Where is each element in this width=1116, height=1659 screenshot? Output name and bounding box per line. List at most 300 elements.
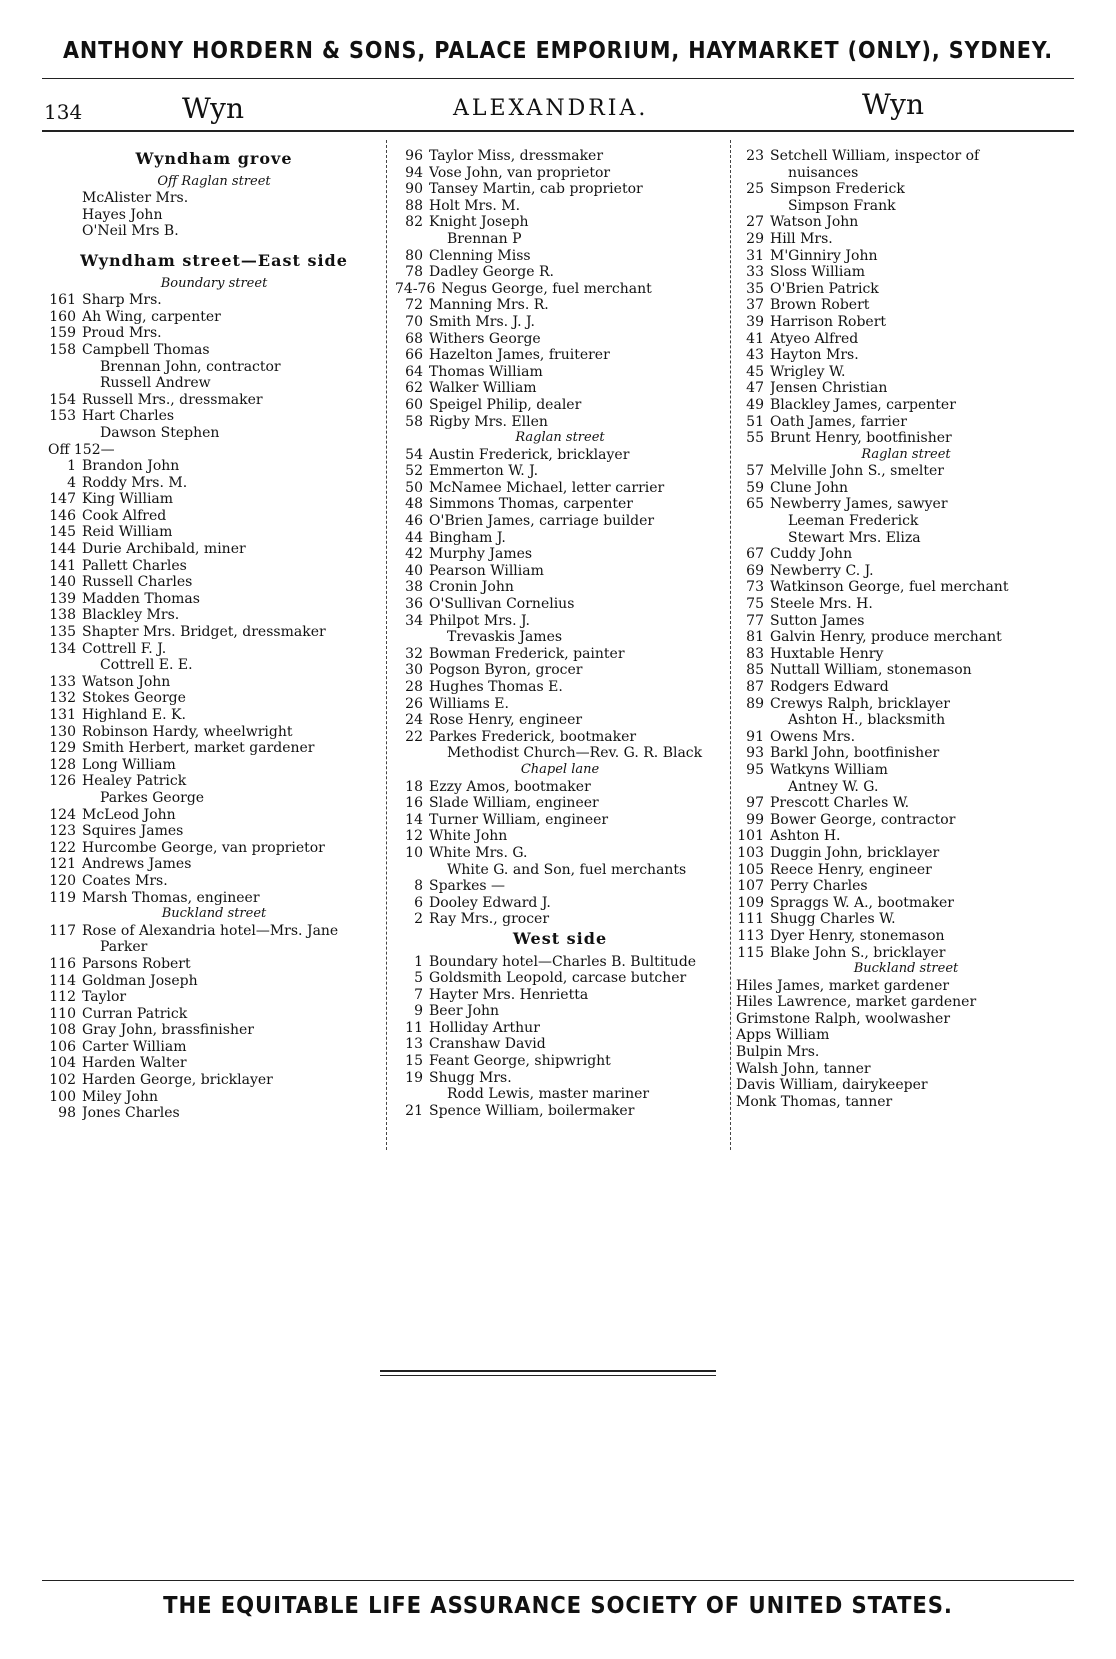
directory-entry	[736, 214, 1076, 231]
directory-entry	[395, 696, 725, 713]
resident-name: Watkyns William	[770, 761, 888, 778]
house-number: 34	[405, 612, 423, 629]
resident-name: Huxtable Henry	[770, 645, 884, 662]
resident-name: Gray John, brassfinisher	[82, 1022, 254, 1039]
house-number: 19	[405, 1069, 423, 1086]
directory-entry	[395, 1070, 725, 1087]
house-number: 24	[405, 712, 423, 729]
house-number: 153	[49, 408, 76, 425]
resident-name: Williams E.	[429, 695, 509, 712]
house-number: 31	[746, 247, 764, 264]
resident-name: Cook Alfred	[82, 507, 167, 524]
house-number: 7	[414, 986, 423, 1003]
resident-name: Bower George, contractor	[770, 811, 956, 828]
resident-name: Brandon John	[82, 458, 180, 475]
resident-name: Dadley George R.	[429, 264, 554, 281]
house-number: 16	[405, 795, 423, 812]
resident-name: Grimstone Ralph, woolwasher	[736, 1010, 951, 1027]
directory-entry	[395, 546, 725, 563]
directory-entry	[48, 1089, 380, 1106]
cross-street-label: Buckland street	[853, 961, 959, 977]
house-number: 80	[405, 247, 423, 264]
directory-entry	[736, 181, 1076, 198]
resident-name: Melville John S., smelter	[770, 463, 944, 480]
house-number: 116	[49, 955, 76, 972]
directory-entry	[736, 895, 1076, 912]
house-number	[395, 1086, 429, 1103]
directory-column-3	[736, 148, 1076, 1110]
directory-entry	[48, 190, 380, 207]
directory-entry	[48, 674, 380, 691]
house-number	[395, 862, 429, 879]
resident-name: Harden Walter	[82, 1055, 187, 1072]
resident-name: Antney W. G.	[788, 778, 879, 795]
directory-entry	[48, 989, 380, 1006]
directory-entry	[395, 970, 725, 987]
directory-entry	[736, 563, 1076, 580]
directory-entry	[48, 309, 380, 326]
directory-entry	[736, 812, 1076, 829]
directory-entry	[48, 973, 380, 990]
directory-entry	[395, 447, 725, 464]
house-number: 138	[49, 607, 76, 624]
resident-name: McNamee Michael, letter carrier	[429, 479, 665, 496]
resident-name: Cottrell F. J.	[82, 640, 167, 657]
directory-entry	[48, 591, 380, 608]
resident-name: Austin Frederick, bricklayer	[429, 446, 630, 463]
house-number: 105	[737, 861, 764, 878]
resident-name: Knight Joseph	[429, 214, 529, 231]
resident-name: Brennan P	[447, 230, 522, 247]
house-number: 1	[414, 953, 423, 970]
directory-entry	[48, 1022, 380, 1039]
house-number: 108	[49, 1022, 76, 1039]
house-number: 122	[49, 839, 76, 856]
directory-entry	[395, 729, 725, 746]
resident-name: Brunt Henry, bootfinisher	[770, 430, 952, 447]
street-heading: West side	[512, 928, 608, 948]
house-number: 109	[737, 894, 764, 911]
resident-name: Rodgers Edward	[770, 679, 889, 695]
house-number: 58	[405, 413, 423, 430]
resident-name: Steele Mrs. H.	[770, 596, 873, 613]
house-number: 21	[405, 1102, 423, 1119]
resident-name: M'Ginniry John	[770, 247, 878, 264]
resident-name: Smith Herbert, market gardener	[82, 740, 315, 757]
directory-entry	[736, 679, 1076, 696]
resident-name: Newberry James, sawyer	[770, 496, 948, 513]
house-number: 82	[405, 214, 423, 231]
resident-name: Vose John, van proprietor	[429, 164, 611, 181]
resident-name: Bingham J.	[429, 529, 506, 546]
house-number: 158	[49, 341, 76, 358]
house-number: 130	[49, 723, 76, 740]
house-number: 62	[405, 380, 423, 397]
house-number: 65	[746, 496, 764, 513]
resident-name: Parkes Frederick, bootmaker	[429, 728, 637, 745]
house-number: 36	[405, 596, 423, 613]
house-number: Off 152—	[48, 441, 115, 458]
directory-entry	[736, 745, 1076, 762]
resident-name: Murphy James	[429, 546, 533, 563]
directory-entry	[736, 148, 1076, 165]
house-number: 119	[49, 889, 76, 906]
resident-name: Brown Robert	[770, 297, 870, 314]
resident-name: Blackley Mrs.	[82, 607, 180, 624]
resident-name: Sharp Mrs.	[82, 292, 162, 309]
house-number: 123	[49, 823, 76, 840]
house-number: 44	[405, 529, 423, 546]
resident-name: Stokes George	[82, 690, 186, 707]
resident-name: Pearson William	[429, 562, 544, 579]
directory-entry	[736, 1077, 1076, 1094]
column-divider	[730, 140, 731, 1150]
resident-name: Watson John	[770, 214, 859, 231]
directory-entry	[395, 198, 725, 215]
resident-name: Rodd Lewis, master mariner	[447, 1086, 650, 1103]
house-number: 98	[58, 1105, 76, 1122]
directory-entry-continuation	[48, 359, 380, 376]
resident-name: Owens Mrs.	[770, 728, 856, 745]
resident-name: Manning Mrs. R.	[429, 297, 549, 314]
house-number	[48, 359, 82, 376]
house-number	[736, 779, 770, 796]
directory-entry	[736, 414, 1076, 431]
house-number: 139	[49, 590, 76, 607]
directory-entry	[736, 945, 1076, 962]
resident-name: Oath James, farrier	[770, 413, 907, 430]
house-number: 93	[746, 745, 764, 762]
running-title: ALEXANDRIA.	[453, 96, 649, 121]
header-rule	[42, 78, 1074, 79]
house-number: 55	[746, 430, 764, 447]
house-number: 28	[405, 679, 423, 695]
resident-name: Holt Mrs. M.	[429, 197, 521, 214]
house-number: 97	[746, 795, 764, 812]
directory-entry	[736, 911, 1076, 928]
directory-entry	[736, 596, 1076, 613]
resident-name: Robinson Hardy, wheelwright	[82, 723, 293, 740]
resident-name: Monk Thomas, tanner	[736, 1093, 893, 1110]
house-number: 101	[737, 828, 764, 845]
resident-name: Hughes Thomas E.	[429, 679, 563, 695]
resident-name: Squires James	[82, 823, 184, 840]
resident-name: McLeod John	[82, 806, 176, 823]
house-number: 12	[405, 828, 423, 845]
resident-name: Hiles Lawrence, market gardener	[736, 994, 977, 1011]
resident-name: Ray Mrs., grocer	[429, 911, 550, 928]
resident-name: Emmerton W. J.	[429, 463, 539, 480]
resident-name: Stewart Mrs. Eliza	[788, 529, 921, 546]
directory-entry	[395, 248, 725, 265]
house-number: 1	[67, 458, 76, 475]
resident-name: Hayes John	[82, 206, 163, 223]
resident-name	[121, 442, 380, 459]
resident-name: Harden George, bricklayer	[82, 1072, 273, 1089]
directory-entry	[736, 845, 1076, 862]
directory-entry	[395, 264, 725, 281]
directory-entry	[736, 397, 1076, 414]
house-number: 128	[49, 756, 76, 773]
house-number: 4	[67, 474, 76, 491]
directory-entry	[736, 463, 1076, 480]
house-number: 87	[746, 679, 764, 695]
directory-entry-continuation	[736, 513, 1076, 530]
resident-name: Russell Andrew	[100, 375, 211, 392]
resident-name: Marsh Thomas, engineer	[82, 889, 260, 906]
resident-name: Beer John	[429, 1003, 500, 1020]
directory-entry-continuation	[395, 862, 725, 879]
resident-name: Durie Archibald, miner	[82, 541, 246, 558]
resident-name: McAlister Mrs.	[82, 190, 189, 207]
house-number: 160	[49, 308, 76, 325]
resident-name: Boundary hotel—Charles B. Bultitude	[429, 953, 697, 970]
directory-entry	[736, 1027, 1076, 1044]
house-number: 100	[49, 1088, 76, 1105]
house-number: 114	[49, 972, 76, 989]
house-number: 30	[405, 662, 423, 679]
directory-entry-continuation	[736, 712, 1076, 729]
house-number: 107	[737, 878, 764, 895]
directory-entry	[395, 397, 725, 414]
house-number: 57	[746, 463, 764, 480]
house-number	[48, 207, 82, 224]
resident-name: Healey Patrick	[82, 773, 187, 790]
house-number: 13	[405, 1036, 423, 1053]
section-end-double-rule	[380, 1375, 716, 1376]
resident-name: Simmons Thomas, carpenter	[429, 496, 633, 513]
directory-entry	[395, 795, 725, 812]
directory-entry	[395, 828, 725, 845]
directory-entry	[736, 729, 1076, 746]
house-number: 81	[746, 629, 764, 646]
spacer	[48, 240, 380, 250]
house-number: 37	[746, 297, 764, 314]
resident-name: nuisances	[788, 164, 859, 181]
house-number: 141	[49, 557, 76, 574]
directory-entry	[395, 414, 725, 431]
directory-entry	[395, 463, 725, 480]
house-number: 59	[746, 479, 764, 496]
footer-advertisement: THE EQUITABLE LIFE ASSURANCE SOCIETY OF UNITED STATES.	[163, 1593, 953, 1619]
resident-name: Jones Charles	[82, 1105, 180, 1122]
directory-entry	[736, 629, 1076, 646]
street-heading: Wyndham street—East side	[80, 250, 348, 270]
house-number	[736, 513, 770, 530]
resident-name: Simpson Frederick	[770, 181, 905, 198]
directory-column-1	[48, 148, 380, 1122]
resident-name: Hart Charles	[82, 408, 175, 425]
directory-entry	[48, 392, 380, 409]
resident-name: Hayter Mrs. Henrietta	[429, 986, 589, 1003]
directory-entry	[395, 1053, 725, 1070]
house-number: 52	[405, 463, 423, 480]
directory-entry	[48, 508, 380, 525]
resident-name: O'Neil Mrs B.	[82, 223, 179, 240]
directory-entry	[48, 292, 380, 309]
house-number: 9	[414, 1003, 423, 1020]
resident-name: Setchell William, inspector of	[770, 148, 980, 164]
cross-street-label: Buckland street	[161, 906, 267, 922]
directory-entry	[736, 480, 1076, 497]
resident-name: Newberry C. J.	[770, 562, 874, 579]
directory-entry	[48, 873, 380, 890]
directory-entry	[395, 1103, 725, 1120]
house-number: 2	[414, 911, 423, 928]
directory-entry	[48, 823, 380, 840]
resident-name: Brennan John, contractor	[100, 358, 281, 375]
directory-entry	[395, 878, 725, 895]
directory-entry	[395, 530, 725, 547]
house-number: 83	[746, 645, 764, 662]
directory-entry	[395, 297, 725, 314]
directory-entry	[48, 773, 380, 790]
directory-entry	[736, 613, 1076, 630]
house-number: 48	[405, 496, 423, 513]
resident-name: Goldman Joseph	[82, 972, 198, 989]
resident-name: Jensen Christian	[770, 380, 888, 397]
directory-entry	[736, 546, 1076, 563]
house-number: 6	[414, 894, 423, 911]
house-number	[48, 939, 82, 956]
directory-entry	[395, 281, 725, 298]
directory-entry	[48, 1072, 380, 1089]
directory-entry	[48, 524, 380, 541]
directory-entry	[48, 856, 380, 873]
directory-entry	[395, 812, 725, 829]
directory-entry	[48, 757, 380, 774]
house-number: 89	[746, 695, 764, 712]
resident-name: Parkes George	[100, 789, 205, 806]
resident-name: Methodist Church—Rev. G. R. Black	[447, 745, 703, 762]
directory-entry	[48, 458, 380, 475]
directory-entry-continuation	[736, 165, 1076, 182]
resident-name: Dyer Henry, stonemason	[770, 927, 945, 944]
directory-entry	[395, 347, 725, 364]
house-number: 11	[405, 1019, 423, 1036]
house-number	[48, 657, 82, 674]
resident-name: Long William	[82, 756, 176, 773]
resident-name: Shugg Mrs.	[429, 1069, 512, 1086]
house-number: 69	[746, 562, 764, 579]
resident-name: Madden Thomas	[82, 590, 200, 607]
house-number: 35	[746, 280, 764, 297]
directory-entry-continuation	[736, 530, 1076, 547]
directory-entry	[395, 513, 725, 530]
directory-entry	[395, 314, 725, 331]
directory-entry	[48, 707, 380, 724]
resident-name: Rose Henry, engineer	[429, 712, 583, 729]
directory-entry	[395, 214, 725, 231]
resident-name: Coates Mrs.	[82, 872, 168, 889]
directory-entry	[736, 264, 1076, 281]
resident-name: Wrigley W.	[770, 363, 846, 380]
house-number: 70	[405, 313, 423, 330]
house-number	[48, 425, 82, 442]
house-number: 113	[737, 927, 764, 944]
resident-name: Hayton Mrs.	[770, 347, 859, 364]
house-number: 49	[746, 396, 764, 413]
resident-name: O'Brien Patrick	[770, 280, 879, 297]
directory-entry	[48, 840, 380, 857]
house-number: 161	[49, 292, 76, 309]
directory-entry	[395, 331, 725, 348]
directory-entry	[736, 579, 1076, 596]
house-number: 85	[746, 662, 764, 679]
directory-entry	[395, 1020, 725, 1037]
house-number: 90	[405, 181, 423, 198]
resident-name: Feant George, shipwright	[429, 1053, 611, 1070]
directory-entry	[48, 207, 380, 224]
resident-name: Clune John	[770, 479, 849, 496]
directory-entry	[48, 1105, 380, 1122]
house-number: 43	[746, 347, 764, 364]
house-number: 145	[49, 524, 76, 541]
house-number: 33	[746, 264, 764, 281]
directory-entry	[736, 297, 1076, 314]
directory-entry	[736, 364, 1076, 381]
directory-entry	[736, 281, 1076, 298]
resident-name: Cranshaw David	[429, 1036, 546, 1053]
directory-entry	[395, 662, 725, 679]
resident-name: O'Brien James, carriage builder	[429, 513, 655, 530]
resident-name: Sutton James	[770, 612, 865, 629]
resident-name: Watson John	[82, 673, 171, 690]
house-number: 18	[405, 778, 423, 795]
directory-entry	[736, 828, 1076, 845]
house-number: 50	[405, 479, 423, 496]
house-number: 54	[405, 446, 423, 463]
resident-name: Dawson Stephen	[100, 424, 220, 441]
directory-entry	[48, 807, 380, 824]
directory-entry	[736, 231, 1076, 248]
resident-name: Proud Mrs.	[82, 325, 162, 342]
resident-name: Hiles James, market gardener	[736, 977, 950, 994]
resident-name: Ashton H., blacksmith	[788, 712, 946, 729]
resident-name: Curran Patrick	[82, 1005, 188, 1022]
house-number: 133	[49, 673, 76, 690]
directory-entry	[395, 563, 725, 580]
house-number: 47	[746, 380, 764, 397]
directory-entry-continuation	[48, 425, 380, 442]
resident-name: Walker William	[429, 380, 537, 397]
page-number: 134	[44, 100, 83, 124]
house-number: 96	[405, 148, 423, 164]
directory-entry	[736, 314, 1076, 331]
resident-name: White Mrs. G.	[429, 844, 528, 861]
title-rule	[42, 130, 1074, 132]
house-number: 106	[49, 1038, 76, 1055]
house-number: 68	[405, 330, 423, 347]
house-number: 115	[737, 944, 764, 961]
resident-name: Dooley Edward J.	[429, 894, 551, 911]
directory-entry	[395, 679, 725, 696]
house-number: 144	[49, 541, 76, 558]
cross-street-label: Raglan street	[861, 446, 951, 462]
resident-name: Negus George, fuel merchant	[441, 280, 652, 297]
directory-entry	[48, 491, 380, 508]
resident-name: Tansey Martin, cab proprietor	[429, 181, 643, 198]
resident-name: Atyeo Alfred	[770, 330, 859, 347]
directory-entry	[736, 1044, 1076, 1061]
house-number: 74-76	[395, 280, 436, 297]
house-number: 67	[746, 546, 764, 563]
resident-name: King William	[82, 491, 174, 508]
house-number: 124	[49, 806, 76, 823]
directory-entry	[736, 347, 1076, 364]
directory-entry-continuation	[48, 939, 380, 956]
house-number: 40	[405, 562, 423, 579]
